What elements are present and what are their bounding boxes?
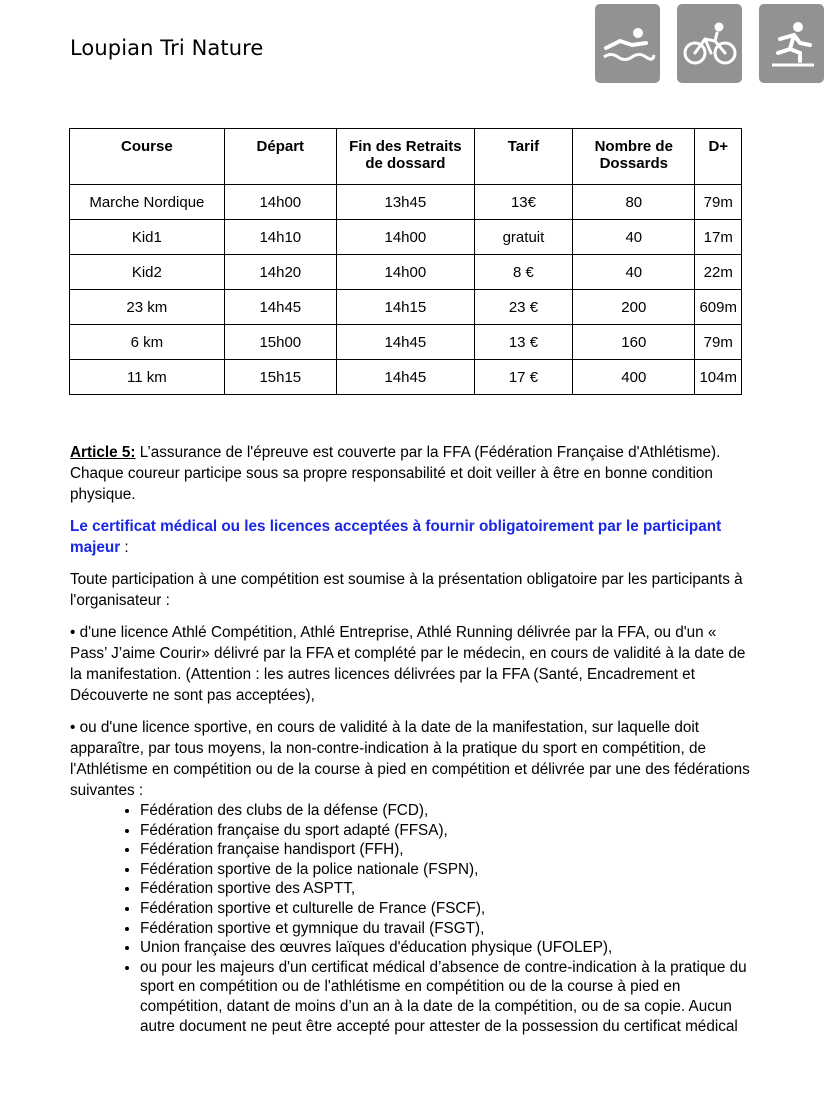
licence-ffa-paragraph: • d'une licence Athlé Compétition, Athlé Entreprise, Athlé Running délivrée par la FFA, ou d'un « Pass’ J’aime Courir» délivré par la FFA et complété par le médecin, en cours de validité à la date de la manifestation. (Attention : les autres licences délivrées par la FFA (Santé, Encadrement et Découverte ne sont pas acceptées), <box>70 624 746 704</box>
page-title: Loupian Tri Nature <box>70 36 264 60</box>
licence-sportive-paragraph: • ou d'une licence sportive, en cours de validité à la date de la manifestation, sur laquelle doit apparaître, par tous moyens, la non-contre-indication à la pratique du sport en compétition, de l'Athlétisme en compétition ou de la course à pied en compétition et délivrée par une des fédérations suivantes : <box>70 719 750 799</box>
cell-denivele: 104m <box>695 360 742 395</box>
cell-denivele: 79m <box>695 325 742 360</box>
header-dossards: Nombre de Dossards <box>573 129 695 185</box>
article-5-paragraph <box>70 442 750 505</box>
certificate-heading-paragraph <box>70 516 750 558</box>
cell-depart: 15h00 <box>224 325 336 360</box>
list-item: • Union française des œuvres laïques d'éducation physique (UFOLEP), <box>140 938 750 958</box>
cell-dossards: 160 <box>573 325 695 360</box>
list-item: • Fédération des clubs de la défense (FCD), <box>140 801 750 821</box>
header-course: Course <box>70 129 225 185</box>
certificate-heading: Le certificat médical ou les licences acceptées à fournir obligatoirement par le participant majeur <box>70 518 722 556</box>
cell-retraits: 13h45 <box>336 185 474 220</box>
cycling-icon <box>677 4 742 83</box>
regulations-body <box>70 442 750 1036</box>
cell-course: Marche Nordique <box>70 185 225 220</box>
header-denivele: D+ <box>695 129 742 185</box>
list-item: • ou pour les majeurs d'un certificat médical d’absence de contre-indication à la pratique du sport en compétition ou de l'athlétisme en compétition ou de la course à pied en compétition, datant de moins d’un an à la date de la compétition, ou de sa copie. Aucun autre document ne peut être accepté pour attester de la possession du certificat médical <box>140 958 750 1036</box>
race-schedule-table <box>69 128 742 395</box>
table-row <box>70 185 742 220</box>
sport-icons <box>595 4 824 83</box>
cell-retraits: 14h45 <box>336 325 474 360</box>
cell-retraits: 14h15 <box>336 290 474 325</box>
list-item: • Fédération française du sport adapté (FFSA), <box>140 821 750 841</box>
cell-tarif: 13€ <box>474 185 572 220</box>
list-item: • Fédération sportive et gymnique du travail (FSGT), <box>140 919 750 939</box>
cell-depart: 14h10 <box>224 220 336 255</box>
cell-course: 23 km <box>70 290 225 325</box>
table-row <box>70 325 742 360</box>
swimming-icon <box>595 4 660 83</box>
cell-tarif: 23 € <box>474 290 572 325</box>
cell-denivele: 17m <box>695 220 742 255</box>
running-icon <box>759 4 824 83</box>
cell-dossards: 40 <box>573 220 695 255</box>
cell-dossards: 200 <box>573 290 695 325</box>
article-label: Article 5: <box>70 444 136 461</box>
cell-course: 11 km <box>70 360 225 395</box>
certificate-heading-suffix: : <box>120 539 129 556</box>
cell-dossards: 40 <box>573 255 695 290</box>
cell-course: Kid1 <box>70 220 225 255</box>
cell-retraits: 14h00 <box>336 255 474 290</box>
cell-course: Kid2 <box>70 255 225 290</box>
article-text: L’assurance de l'épreuve est couverte par la FFA (Fédération Française d'Athlétisme). Chaque coureur participe sous sa propre responsabilité et doit veiller à être en bonne condition physique. <box>70 444 721 503</box>
cell-retraits: 14h00 <box>336 220 474 255</box>
list-item: • Fédération française handisport (FFH), <box>140 840 750 860</box>
table-row <box>70 360 742 395</box>
cell-depart: 14h20 <box>224 255 336 290</box>
federation-list <box>70 801 750 1036</box>
cell-dossards: 400 <box>573 360 695 395</box>
table-header-row <box>70 129 742 185</box>
cell-depart: 15h15 <box>224 360 336 395</box>
cell-course: 6 km <box>70 325 225 360</box>
cell-tarif: 13 € <box>474 325 572 360</box>
cell-denivele: 22m <box>695 255 742 290</box>
cell-retraits: 14h45 <box>336 360 474 395</box>
cell-dossards: 80 <box>573 185 695 220</box>
table-row <box>70 255 742 290</box>
cell-tarif: 17 € <box>474 360 572 395</box>
header-tarif: Tarif <box>474 129 572 185</box>
list-item: • Fédération sportive de la police nationale (FSPN), <box>140 860 750 880</box>
cell-depart: 14h45 <box>224 290 336 325</box>
header-depart: Départ <box>224 129 336 185</box>
cell-denivele: 609m <box>695 290 742 325</box>
cell-denivele: 79m <box>695 185 742 220</box>
cell-tarif: gratuit <box>474 220 572 255</box>
cell-tarif: 8 € <box>474 255 572 290</box>
list-item: • Fédération sportive des ASPTT, <box>140 879 750 899</box>
certificate-intro: Toute participation à une compétition est soumise à la présentation obligatoire par les participants à l'organisateur : <box>70 571 743 609</box>
cell-depart: 14h00 <box>224 185 336 220</box>
list-item: • Fédération sportive et culturelle de France (FSCF), <box>140 899 750 919</box>
table-row <box>70 220 742 255</box>
table-row <box>70 290 742 325</box>
header-retraits: Fin des Retraits de dossard <box>336 129 474 185</box>
